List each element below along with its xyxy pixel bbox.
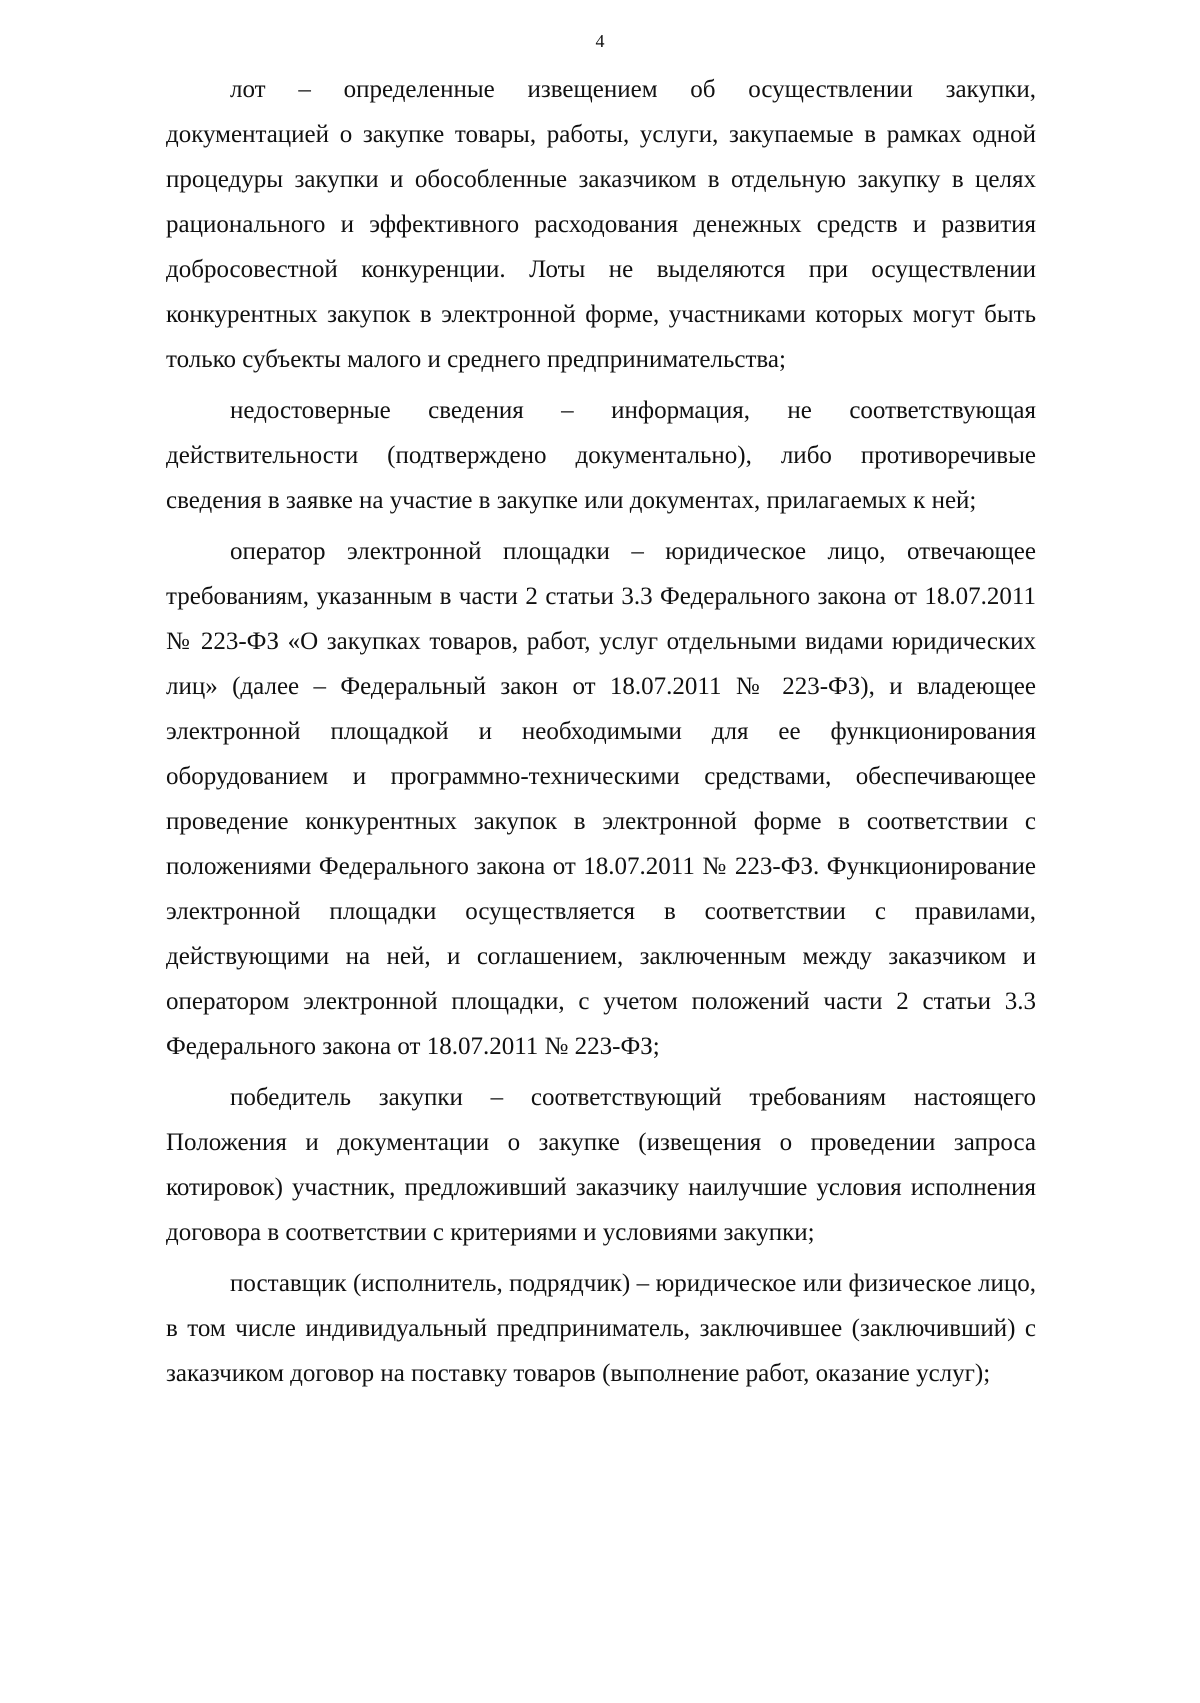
definition-supplier: поставщик (исполнитель, подрядчик) – юридическое или физическое лицо, в том числе индивидуальный предприниматель, заключившее (заключивший) с заказчиком договор на поставку товаров (выполнение работ, оказание услуг); bbox=[166, 1270, 1036, 1387]
document-body bbox=[166, 67, 1036, 1402]
definition-lot: лот – определенные извещением об осуществлении закупки, документацией о закупке товары, работы, услуги, закупаемые в рамках одной процедуры закупки и обособленные заказчиком в отдельную закупку в целях рационального и эффективного расходования денежных средств и развития добросовестной конкуренции. Лоты не выделяются при осуществлении конкурентных закупок в электронной форме, участниками которых могут быть только субъекты малого и среднего предпринимательства; bbox=[166, 76, 1036, 373]
definition-false-information: недостоверные сведения – информация, не соответствующая действительности (подтверждено документально), либо противоречивые сведения в заявке на участие в закупке или документах, прилагаемых к ней; bbox=[166, 397, 1036, 514]
definition-platform-operator: оператор электронной площадки – юридическое лицо, отвечающее требованиям, указанным в части 2 статьи 3.3 Федерального закона от 18.07.2011 № 223-ФЗ «О закупках товаров, работ, услуг отдельными видами юридических лиц» (далее – Федеральный закон от 18.07.2011 № 223-ФЗ), и владеющее электронной площадкой и необходимыми для ее функционирования оборудованием и программно-техническими средствами, обеспечивающее проведение конкурентных закупок в электронной форме в соответствии с положениями Федерального закона от 18.07.2011 № 223-ФЗ. Функционирование электронной площадки осуществляется в соответствии с правилами, действующими на ней, и соглашением, заключенным между заказчиком и оператором электронной площадки, с учетом положений части 2 статьи 3.3 Федерального закона от 18.07.2011 № 223-ФЗ; bbox=[166, 538, 1036, 1060]
definition-procurement-winner: победитель закупки – соответствующий требованиям настоящего Положения и документации о закупке (извещения о проведении запроса котировок) участник, предложивший заказчику наилучшие условия исполнения договора в соответствии с критериями и условиями закупки; bbox=[166, 1084, 1036, 1246]
page-number: 4 bbox=[595, 31, 605, 51]
